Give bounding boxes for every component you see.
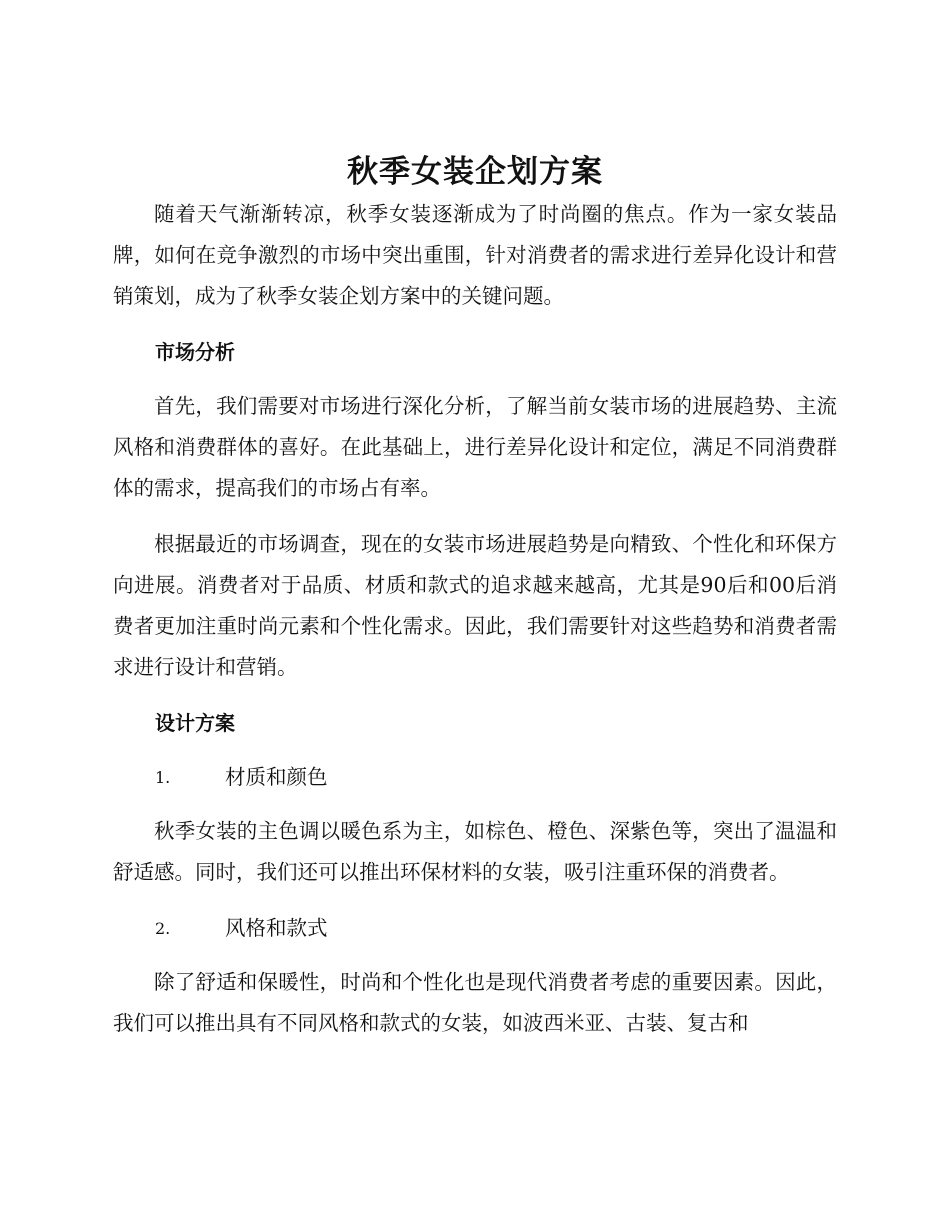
list-item-style bbox=[113, 908, 837, 949]
list-item-material-color bbox=[113, 757, 837, 798]
section-heading-market-analysis: 市场分析 bbox=[155, 340, 235, 364]
list-item-label: 材质和颜色 bbox=[225, 765, 328, 789]
material-color-paragraph: 秋季女装的主色调以暖色系为主，如棕色、橙色、深紫色等，突出了温温和舒适感。同时，我们还可以推出环保材料的女装，吸引注重环保的消费者。 bbox=[113, 819, 837, 884]
list-number: 2. bbox=[155, 919, 171, 938]
market-paragraph-1: 首先，我们需要对市场进行深化分析，了解当前女装市场的进展趋势、主流风格和消费群体的喜好。在此基础上，进行差异化设计和定位，满足不同消费群体的需求，提高我们的市场占有率。 bbox=[113, 394, 837, 500]
intro-paragraph: 随着天气渐渐转凉，秋季女装逐渐成为了时尚圈的焦点。作为一家女装品牌，如何在竞争激烈的市场中突出重围，针对消费者的需求进行差异化设计和营销策划，成为了秋季女装企划方案中的关键问题。 bbox=[113, 202, 837, 308]
section-heading-design-plan: 设计方案 bbox=[155, 711, 235, 735]
style-paragraph: 除了舒适和保暖性，时尚和个性化也是现代消费者考虑的重要因素。因此，我们可以推出具有不同风格和款式的女装，如波西米亚、古装、复古和 bbox=[113, 970, 837, 1035]
page-title: 秋季女装企划方案 bbox=[347, 154, 603, 190]
list-number: 1. bbox=[155, 768, 171, 787]
document-body bbox=[113, 146, 837, 1059]
list-item-label: 风格和款式 bbox=[225, 916, 328, 940]
market-paragraph-2: 根据最近的市场调查，现在的女装市场进展趋势是向精致、个性化和环保方向进展。消费者对于品质、材质和款式的追求越来越高，尤其是90后和00后消费者更加注重时尚元素和个性化需求。因此，我们需要针对这些趋势和消费者需求进行设计和营销。 bbox=[113, 532, 837, 679]
